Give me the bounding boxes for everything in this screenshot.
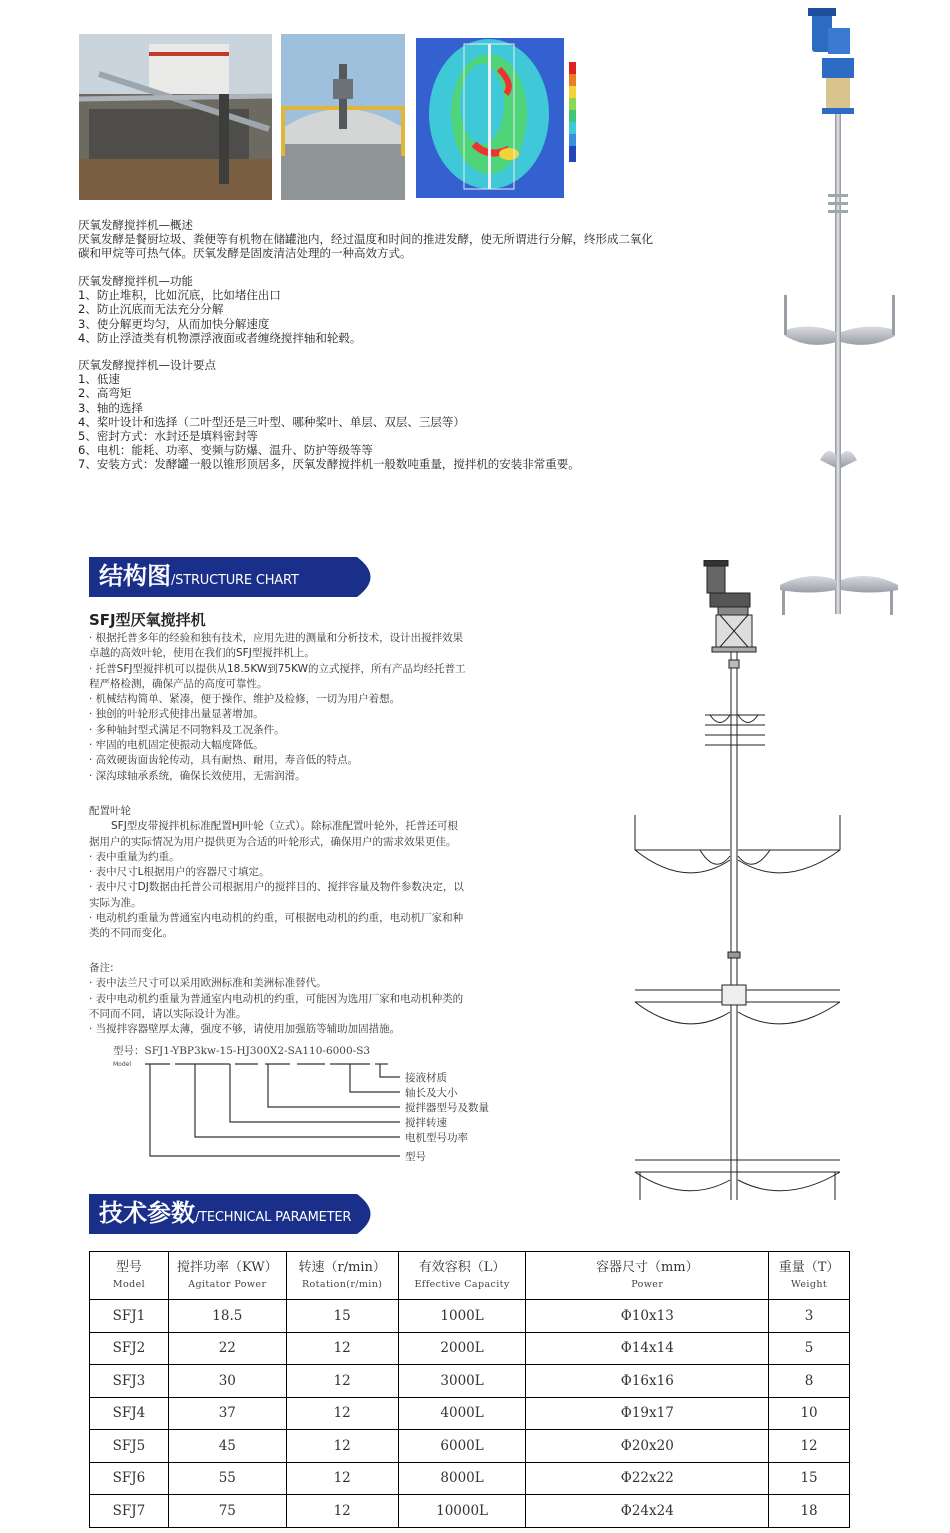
product-title: SFJ型厌氧搅拌机 xyxy=(89,611,206,629)
intro-line: · 机械结构简单、紧凑，便于操作、维护及检修，一切为用户着想。 xyxy=(89,693,401,706)
table-cell: 6000L xyxy=(398,1430,526,1463)
header-en: Rotation(r/min) xyxy=(302,1278,383,1290)
column-header xyxy=(286,1252,398,1300)
list-item: 5、密封方式：水封还是填料密封等 xyxy=(78,429,258,444)
table-cell: 3 xyxy=(769,1300,850,1333)
header-en: Power xyxy=(631,1278,664,1290)
model-part-label: 轴长及大小 xyxy=(405,1087,458,1099)
intro-line: · 深沟球轴承系统，确保长效使用，无需润滑。 xyxy=(89,769,306,782)
table-row xyxy=(90,1365,850,1398)
table-cell: Φ22x22 xyxy=(526,1462,769,1495)
technical-parameter-table xyxy=(89,1251,850,1528)
model-code: 型号：SFJ1-YBP3kw-15-HJ300X2-SA110-6000-S3 xyxy=(113,1045,371,1057)
impeller-line: · 表中尺寸DJ数据由托普公司根据用户的搅拌目的、搅拌容量及物件参数决定，以 xyxy=(89,881,464,894)
intro-line: 卓越的高效叶轮，使用在我们的SFJ型搅拌机上。 xyxy=(89,647,315,660)
header-en: Effective Capacity xyxy=(414,1278,510,1290)
banner-title-cn: 技术参数 xyxy=(99,1199,195,1227)
functions-heading: 厌氧发酵搅拌机—功能 xyxy=(78,274,193,288)
list-item: 4、桨叶设计和选择（二叶型还是三叶型、哪种桨叶、单层、双层、三层等） xyxy=(78,414,465,429)
impeller-line: · 电动机约重量为普通室内电动机的约重，可根据电动机的约重，电动机厂家和种 xyxy=(89,912,464,925)
model-part-label: 电机型号功率 xyxy=(405,1132,468,1144)
header-en: Agitator Power xyxy=(188,1278,267,1290)
column-header xyxy=(168,1252,286,1300)
notes-heading: 备注: xyxy=(89,962,114,974)
intro-line: · 根据托普多年的经验和独有技术，应用先进的测量和分析技术，设计出搅拌效果 xyxy=(89,632,464,644)
model-part-label: 接液材质 xyxy=(405,1072,447,1084)
table-cell: Φ19x17 xyxy=(526,1397,769,1430)
list-item: 3、轴的选择 xyxy=(78,400,143,415)
table-cell: Φ20x20 xyxy=(526,1430,769,1463)
product-intro xyxy=(89,631,539,784)
impeller-line: SFJ型皮带搅拌机标准配置HJ叶轮（立式）。除标准配置叶轮外，托普还可根 xyxy=(111,820,459,833)
table-row xyxy=(90,1495,850,1528)
table-cell: 5 xyxy=(769,1332,850,1365)
note-line: · 表中电动机约重量为普通室内电动机的约重，可能因为选用厂家和电动机种类的 xyxy=(89,992,464,1005)
table-cell: 12 xyxy=(286,1495,398,1528)
design-section xyxy=(78,358,678,472)
table-cell: 8 xyxy=(769,1365,850,1398)
table-header-row xyxy=(90,1252,850,1300)
impeller-line: 实际为准。 xyxy=(89,896,142,909)
table-cell: SFJ3 xyxy=(90,1365,169,1398)
table-cell: 12 xyxy=(286,1365,398,1398)
overview-heading: 厌氧发酵搅拌机—概述 xyxy=(78,218,193,232)
table-cell: SFJ6 xyxy=(90,1462,169,1495)
table-cell: 10 xyxy=(769,1397,850,1430)
table-cell: 18.5 xyxy=(168,1300,286,1333)
header-cn: 型号 xyxy=(115,1259,142,1275)
model-code-label: Model xyxy=(113,1061,132,1068)
list-item: 6、电机：能耗、功率、变频与防爆、温升、防护等级等等 xyxy=(78,443,373,458)
banner-title-en: /STRUCTURE CHART xyxy=(171,573,299,588)
model-part-label: 搅拌转速 xyxy=(405,1117,447,1129)
table-cell: SFJ4 xyxy=(90,1397,169,1430)
impeller-line: 据用户的实际情况为用户提供更为合适的叶轮形式，确保用户的需求效果更佳。 xyxy=(89,835,457,848)
banner-title-cn: 结构图 xyxy=(99,562,171,590)
table-cell: 12 xyxy=(286,1397,398,1430)
list-item: 3、使分解更均匀，从而加快分解速度 xyxy=(78,316,270,331)
table-cell: 4000L xyxy=(398,1397,526,1430)
structure-line-drawing xyxy=(630,560,845,1205)
column-header xyxy=(398,1252,526,1300)
intro-line: · 高效硬齿面齿轮传动，具有耐热、耐用，寿音低的特点。 xyxy=(89,754,359,767)
table-cell: 8000L xyxy=(398,1462,526,1495)
intro-line: · 托普SFJ型搅拌机可以提供从18.5KW到75KW的立式搅拌，所有产品均经托普工 xyxy=(89,662,466,675)
intro-line: · 多种轴封型式满足不同物料及工况条件。 xyxy=(89,723,285,736)
notes-section xyxy=(89,961,539,1037)
header-cn: 转速（r/min） xyxy=(298,1259,386,1275)
overview-line: 碳和甲烷等可热气体。厌氧发酵是固废清洁处理的一种高效方式。 xyxy=(78,246,412,261)
model-part-label: 搅拌器型号及数量 xyxy=(405,1102,489,1114)
impeller-line: · 表中尺寸L根据用户的容器尺寸填定。 xyxy=(89,866,270,879)
table-cell: 18 xyxy=(769,1495,850,1528)
column-header xyxy=(769,1252,850,1300)
impeller-heading: 配置叶轮 xyxy=(89,805,131,817)
header-cn: 容器尺寸（mm） xyxy=(595,1259,699,1275)
table-cell: SFJ5 xyxy=(90,1430,169,1463)
table-cell: 15 xyxy=(286,1300,398,1333)
table-cell: Φ10x13 xyxy=(526,1300,769,1333)
table-cell: 30 xyxy=(168,1365,286,1398)
table-row xyxy=(90,1430,850,1463)
agitator-illustration xyxy=(770,0,910,620)
table-cell: SFJ2 xyxy=(90,1332,169,1365)
table-cell: 45 xyxy=(168,1430,286,1463)
list-item: 4、防止浮渣类有机物漂浮液面或者缠绕搅拌轴和轮毂。 xyxy=(78,330,362,345)
table-cell: SFJ7 xyxy=(90,1495,169,1528)
structure-chart-banner xyxy=(89,557,384,597)
table-cell: SFJ1 xyxy=(90,1300,169,1333)
header-cn: 搅拌功率（KW） xyxy=(177,1259,278,1275)
list-item: 7、安装方式：发酵罐一般以锥形顶居多，厌氧发酵搅拌机一般数吨重量，搅拌机的安装非常重要。 xyxy=(78,457,580,472)
table-cell: Φ24x24 xyxy=(526,1495,769,1528)
plant-photo xyxy=(79,34,272,200)
table-cell: 12 xyxy=(769,1430,850,1463)
impeller-section xyxy=(89,804,539,942)
model-part-label: 型号 xyxy=(405,1151,426,1163)
banner-title-en: /TECHNICAL PARAMETER xyxy=(195,1210,352,1225)
technical-parameter-banner xyxy=(89,1194,384,1234)
design-heading: 厌氧发酵搅拌机—设计要点 xyxy=(78,358,216,372)
table-cell: 75 xyxy=(168,1495,286,1528)
intro-line: 程严格检测，确保产品的高度可靠性。 xyxy=(89,677,268,690)
table-row xyxy=(90,1462,850,1495)
intro-line: · 独创的叶轮形式使排出量显著增加。 xyxy=(89,708,264,721)
list-item: 2、防止沉底而无法充分分解 xyxy=(78,302,224,317)
note-line: 不同而不同，请以实际设计为准。 xyxy=(89,1007,247,1020)
list-item: 1、防止堆积，比如沉底，比如堵住出口 xyxy=(78,288,281,303)
list-item: 2、高弯矩 xyxy=(78,386,132,401)
list-item: 1、低速 xyxy=(78,372,120,387)
table-cell: 15 xyxy=(769,1462,850,1495)
impeller-line: 类的不同而变化。 xyxy=(89,927,173,940)
header-en: Model xyxy=(112,1278,146,1290)
intro-line: · 牢固的电机固定使振动大幅度降低。 xyxy=(89,739,264,752)
table-cell: 37 xyxy=(168,1397,286,1430)
cfd-simulation-image xyxy=(414,34,612,200)
overview-line: 厌氧发酵是餐厨垃圾、粪便等有机物在储罐池内，经过温度和时间的推进发酵，使无所谓进行分解，终形成二氧化 xyxy=(78,232,653,247)
overview-section xyxy=(78,218,678,261)
table-cell: 1000L xyxy=(398,1300,526,1333)
table-cell: 3000L xyxy=(398,1365,526,1398)
impeller-line: · 表中重量为约重。 xyxy=(89,850,180,863)
table-cell: 55 xyxy=(168,1462,286,1495)
note-line: · 当搅拌容器壁厚太薄，强度不够，请使用加强筋等辅助加固措施。 xyxy=(89,1023,401,1036)
table-cell: 22 xyxy=(168,1332,286,1365)
functions-section xyxy=(78,274,678,345)
header-cn: 有效容积（L） xyxy=(418,1259,506,1275)
header-cn: 重量（T） xyxy=(778,1259,840,1275)
header-en: Weight xyxy=(790,1278,828,1290)
note-line: · 表中法兰尺寸可以采用欧洲标准和美洲标准替代。 xyxy=(89,977,327,990)
table-cell: 10000L xyxy=(398,1495,526,1528)
column-header xyxy=(526,1252,769,1300)
column-header xyxy=(90,1252,169,1300)
table-cell: 12 xyxy=(286,1430,398,1463)
tank-photo xyxy=(281,34,405,200)
table-row xyxy=(90,1332,850,1365)
table-cell: Φ16x16 xyxy=(526,1365,769,1398)
table-row xyxy=(90,1397,850,1430)
table-cell: 2000L xyxy=(398,1332,526,1365)
table-cell: 12 xyxy=(286,1462,398,1495)
table-cell: Φ14x14 xyxy=(526,1332,769,1365)
table-row xyxy=(90,1300,850,1333)
table-cell: 12 xyxy=(286,1332,398,1365)
